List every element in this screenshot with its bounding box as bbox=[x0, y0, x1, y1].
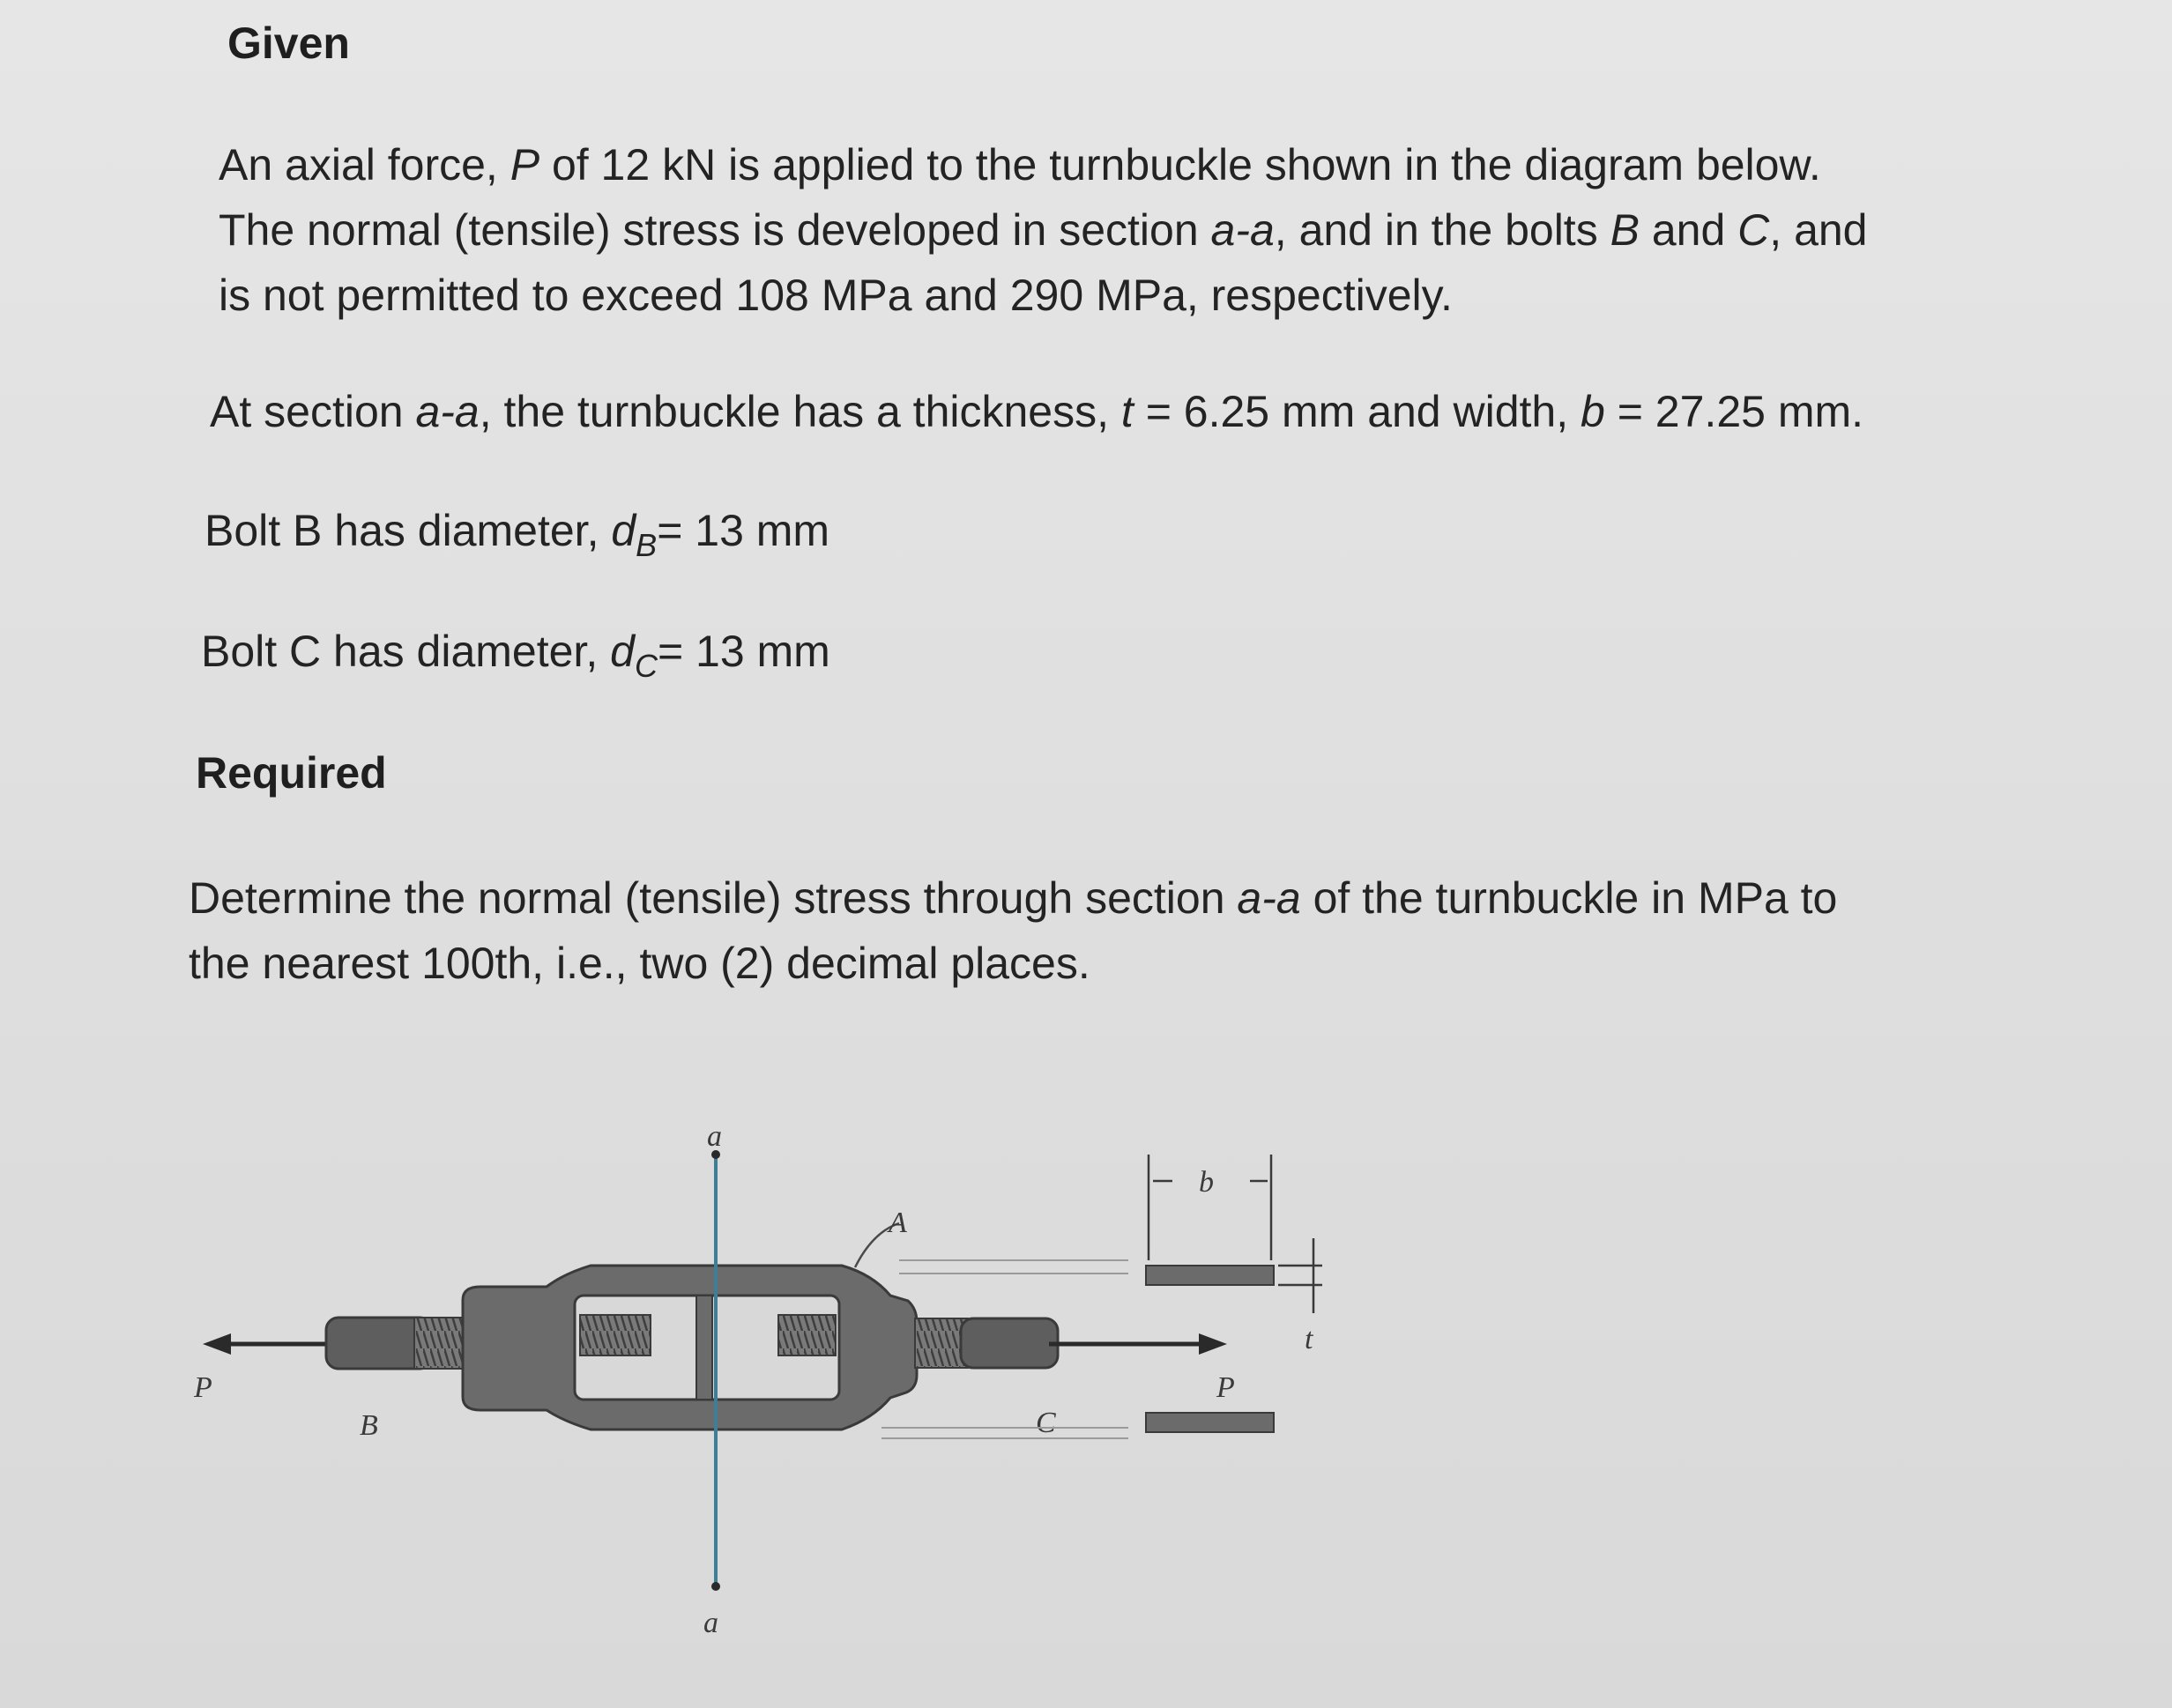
text-run: a-a bbox=[415, 387, 480, 436]
text-run: is not permitted to exceed 108 MPa and 290 MPa, respectively. bbox=[219, 271, 1453, 320]
label-bolt-c: C bbox=[1036, 1407, 1056, 1439]
turnbuckle-figure bbox=[176, 1119, 1375, 1648]
text-run: = 6.25 mm and width, bbox=[1133, 387, 1581, 436]
bolt-c-rod bbox=[915, 1318, 1058, 1368]
text-run: , the turnbuckle has a thickness, bbox=[479, 387, 1121, 436]
cross-section-top bbox=[1146, 1266, 1274, 1285]
text-run: the nearest 100th, i.e., two (2) decimal places. bbox=[189, 939, 1090, 988]
section-dimensions-paragraph bbox=[210, 379, 1863, 444]
label-a-view: A bbox=[889, 1207, 907, 1239]
left-force-arrow bbox=[203, 1333, 335, 1355]
label-a-top: a bbox=[707, 1120, 722, 1153]
text-run: = 13 mm bbox=[657, 627, 830, 676]
bolt-b-paragraph bbox=[205, 498, 829, 578]
text-run: of 12 kN is applied to the turnbuckle shown in the diagram below. bbox=[539, 140, 1821, 189]
text-run: b bbox=[1581, 387, 1605, 436]
text-run: a-a bbox=[1210, 205, 1275, 255]
turnbuckle-body bbox=[463, 1266, 917, 1430]
label-p-right: P bbox=[1216, 1371, 1235, 1404]
text-run: C bbox=[634, 648, 658, 684]
turnbuckle-diagram bbox=[176, 1119, 1375, 1648]
cross-section-bottom bbox=[1146, 1413, 1274, 1432]
text-run: B bbox=[1610, 205, 1640, 255]
bolt-c-paragraph bbox=[201, 619, 830, 699]
label-t-dimension: t bbox=[1305, 1323, 1313, 1355]
text-run: and bbox=[1639, 205, 1738, 255]
text-run: An axial force, bbox=[219, 140, 510, 189]
text-run: a-a bbox=[1237, 873, 1301, 923]
text-run: Determine the normal (tensile) stress through section bbox=[189, 873, 1238, 923]
label-b-dimension: b bbox=[1199, 1166, 1214, 1199]
text-run: = 13 mm bbox=[657, 506, 830, 555]
text-run: of the turnbuckle in MPa to bbox=[1300, 873, 1838, 923]
bolt-b-rod bbox=[326, 1318, 467, 1369]
text-run: The normal (tensile) stress is developed in section bbox=[219, 205, 1211, 255]
required-heading: Required bbox=[196, 748, 387, 798]
text-run: d bbox=[611, 506, 636, 555]
text-run: d bbox=[610, 627, 635, 676]
required-paragraph bbox=[189, 865, 1837, 996]
text-run: At section bbox=[210, 387, 416, 436]
label-a-bottom: a bbox=[703, 1607, 718, 1639]
text-run: t bbox=[1120, 387, 1134, 436]
text-run: B bbox=[636, 527, 658, 563]
label-p-left: P bbox=[194, 1371, 212, 1404]
dimension-t bbox=[1278, 1238, 1322, 1313]
text-run: , and in the bolts bbox=[1274, 205, 1610, 255]
text-run: , and bbox=[1769, 205, 1868, 255]
given-heading: Given bbox=[227, 19, 350, 68]
label-bolt-b: B bbox=[360, 1409, 378, 1442]
text-run: P bbox=[510, 140, 540, 189]
text-run: Bolt B has diameter, bbox=[205, 506, 612, 555]
text-run: Bolt C has diameter, bbox=[201, 627, 611, 676]
right-force-arrow bbox=[1049, 1333, 1227, 1355]
given-intro-paragraph bbox=[219, 132, 1868, 328]
text-run: C bbox=[1737, 205, 1770, 255]
text-run: = 27.25 mm. bbox=[1604, 387, 1864, 436]
